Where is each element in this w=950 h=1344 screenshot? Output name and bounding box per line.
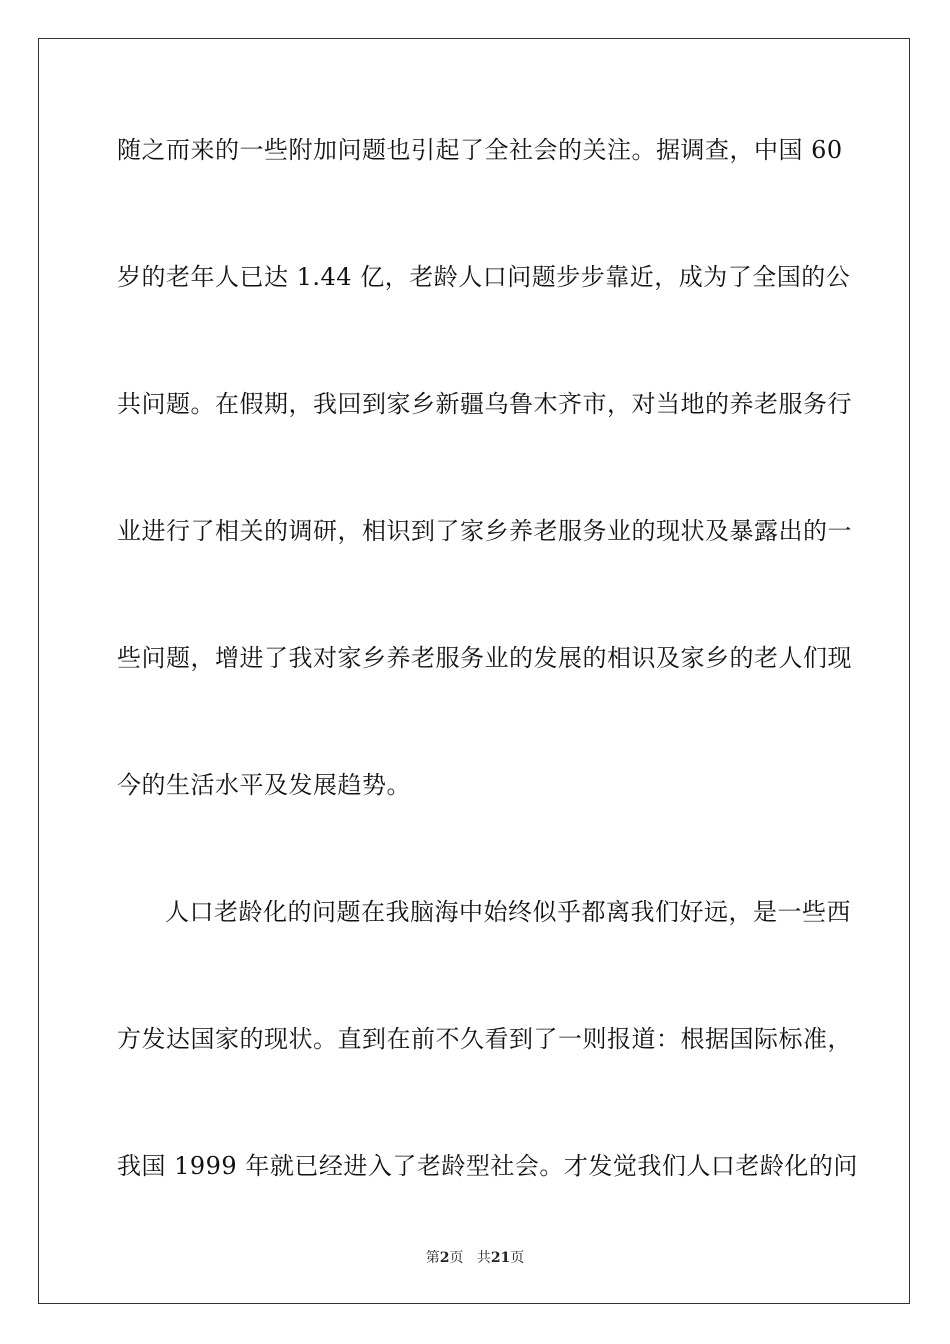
text-line-7: 人口老龄化的问题在我脑海中始终似乎都离我们好远，是一些西 — [165, 898, 851, 926]
text-line-1: 随之而来的一些附加问题也引起了全社会的关注。据调查，中国 60 — [117, 136, 843, 164]
text-line-2: 岁的老年人已达 1.44 亿，老龄人口问题步步靠近，成为了全国的公 — [117, 263, 851, 291]
total-prefix: 共 — [476, 1250, 491, 1266]
text-line-6: 今的生活水平及发展趋势。 — [117, 771, 411, 799]
total-suffix: 页 — [510, 1250, 525, 1266]
text-line-5: 些问题，增进了我对家乡养老服务业的发展的相识及家乡的老人们现 — [117, 644, 852, 672]
document-body — [117, 118, 858, 1261]
text-line-3: 共问题。在假期，我回到家乡新疆乌鲁木齐市，对当地的养老服务行 — [117, 390, 852, 418]
text-line-9: 我国 1999 年就已经进入了老龄型社会。才发觉我们人口老龄化的问 — [117, 1152, 858, 1180]
page-footer — [0, 1247, 950, 1267]
text-line-8: 方发达国家的现状。直到在前不久看到了一则报道：根据国际标准， — [117, 1025, 852, 1053]
total-pages: 21 — [490, 1250, 511, 1266]
paragraph-2-line-1 — [117, 880, 851, 1007]
page-number: 2 — [439, 1250, 450, 1266]
text-line-4: 业进行了相关的调研，相识到了家乡养老服务业的现状及暴露出的一 — [117, 517, 852, 545]
page-prefix: 第 — [425, 1250, 440, 1266]
page-suffix: 页 — [449, 1250, 464, 1266]
